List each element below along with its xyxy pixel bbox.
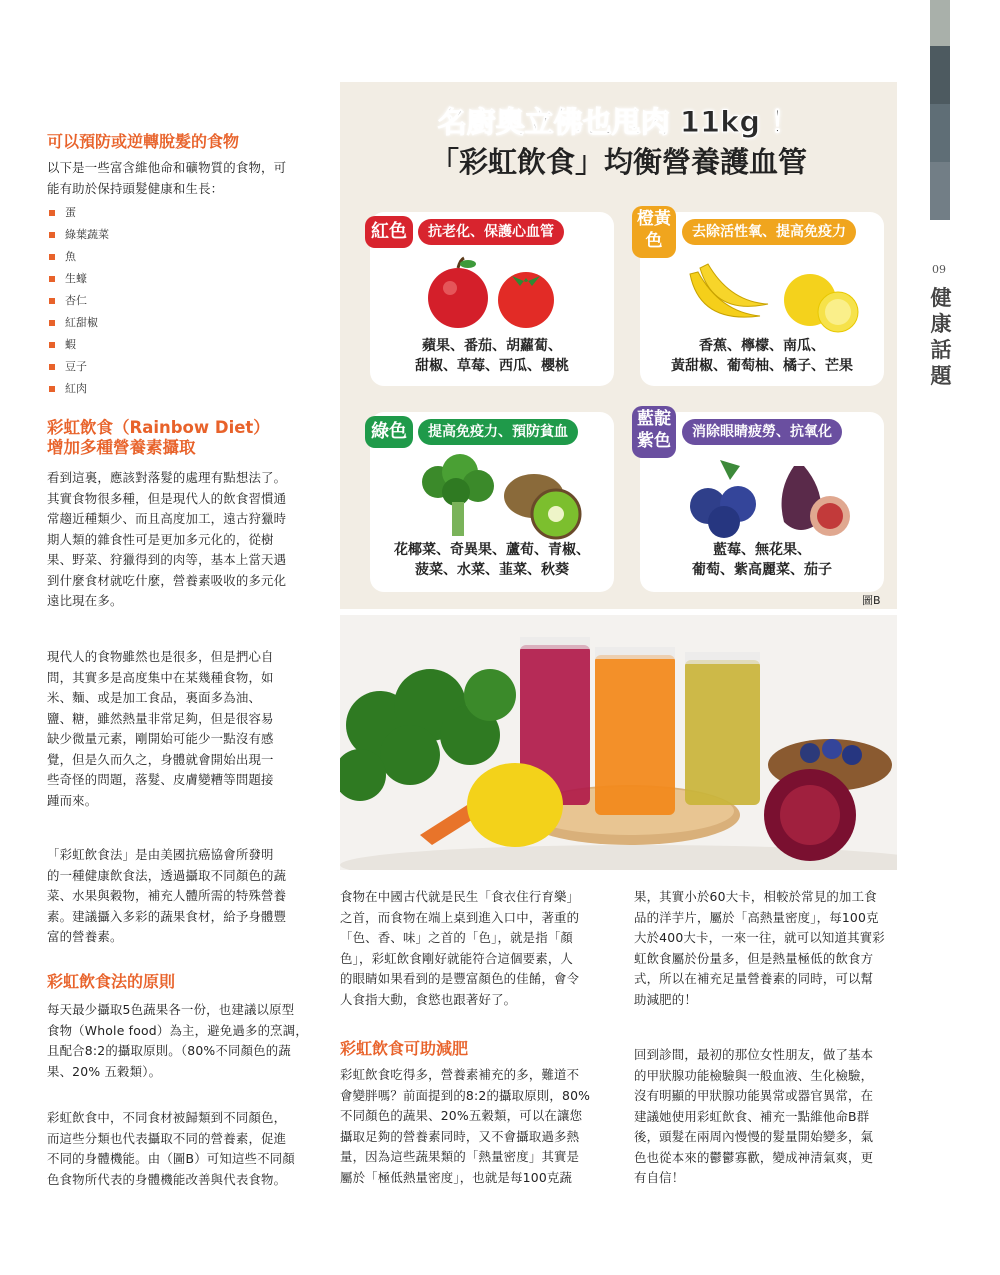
food-line: 香蕉、檸檬、南瓜、 <box>699 338 825 354</box>
yellow-foods <box>640 336 884 376</box>
list-item: 紅甜椒 <box>47 312 297 334</box>
section-title-char: 題 <box>930 363 952 388</box>
list-item: 杏仁 <box>47 290 297 312</box>
list-item: 綠葉蔬菜 <box>47 224 297 246</box>
text-line: 後，頭髮在兩周內慢慢的髮量開始變多，氣 <box>634 1129 874 1144</box>
text-line: 色」，彩虹飲食剛好就能符合這個要素，人 <box>340 950 574 966</box>
food-line: 藍莓、無花果、 <box>713 542 811 558</box>
text-line: 食物（Whole food）為主，避免過多的烹調， <box>47 1022 308 1038</box>
text-line: 缺少微量元素，剛開始可能少一點沒有感 <box>47 731 274 746</box>
bullet-square-icon <box>49 254 55 260</box>
food-line: 蘋果、番茄、胡蘿蔔、 <box>422 338 562 354</box>
rainbow-diet-infographic <box>340 82 897 609</box>
text-line: 彩虹飲食中，不同食材被歸類到不同顏色， <box>47 1110 287 1125</box>
food-line: 黃甜椒、葡萄柚、橘子、芒果 <box>671 358 853 374</box>
text-line: 且配合8:2的攝取原則。（80%不同顏色的蔬 <box>47 1043 291 1058</box>
text-line: 而這些分類也代表攝取不同的營養素，促進 <box>47 1130 287 1146</box>
bullet-square-icon <box>49 276 55 282</box>
text-line: 問，其實多是高度集中在某幾種食物，如 <box>47 669 274 685</box>
text-line: 色食物所代表的身體機能改善與代表食物。 <box>47 1171 287 1187</box>
bullet-square-icon <box>49 298 55 304</box>
text-line: 建議她使用彩虹飲食、補充一點維他命B群 <box>634 1108 870 1124</box>
text-line: 每天最少攝取5色蔬果各一份，也建議以原型 <box>47 1002 295 1017</box>
text-line: 不同的身體機能。由（圖B）可知這些不同顏 <box>47 1151 295 1166</box>
text-line: 助減肥的！ <box>634 991 697 1007</box>
text-line: 的一種健康飲食法，透過攝取不同顏色的蔬 <box>47 867 287 883</box>
green-tag: 綠色 <box>365 416 413 448</box>
right-paragraph-2 <box>634 1045 909 1189</box>
bullet-square-icon <box>49 320 55 326</box>
middle-paragraph-1 <box>340 887 615 1010</box>
section-title <box>930 285 952 389</box>
purple-foods <box>640 540 884 580</box>
middle-paragraph-2 <box>340 1065 615 1188</box>
juice-photo-illustration <box>340 615 897 870</box>
page-number: 09 <box>932 263 946 276</box>
text-line: 遠比現在多。 <box>47 593 123 608</box>
paragraph-1 <box>47 468 322 612</box>
text-line: 屬於「極低熱量密度」，也就是每100克蔬 <box>340 1169 573 1185</box>
text-line: 能有助於保持頭髮健康和生長： <box>47 180 224 196</box>
text-line: 鹽、糖，雖然熱量非常足夠，但是很容易 <box>47 710 274 726</box>
text-line: 的眼睛如果看到的是豐富顏色的佳餚，會令 <box>340 971 580 986</box>
list-item: 蝦 <box>47 334 297 356</box>
text-line: 量，因為這些蔬果類的「熱量密度」其實是 <box>340 1149 580 1164</box>
bullet-square-icon <box>49 232 55 238</box>
text-line: 到什麼食材就吃什麼，營養素吸收的多元化 <box>47 572 287 588</box>
yellow-benefit: 去除活性氧、提高免疫力 <box>682 219 856 245</box>
text-line: 攝取足夠的營養素同時，又不會攝取過多熱 <box>340 1128 580 1144</box>
red-benefit: 抗老化、保護心血管 <box>418 219 564 245</box>
section-title-char: 健 <box>930 285 952 310</box>
apple-tomato-icon <box>420 254 560 334</box>
text-line: 品的洋芋片，屬於「高熱量密度」，每100克 <box>634 909 879 925</box>
paragraph-2 <box>47 647 322 811</box>
food-bullet-list <box>47 202 297 400</box>
paragraph-3 <box>47 845 322 948</box>
paragraph-5 <box>47 1108 322 1190</box>
green-foods <box>370 540 614 580</box>
text-line: 回到診間，最初的那位女性朋友，做了基本 <box>634 1047 874 1062</box>
text-line: 米、麵、或是加工食品，裏面多為油、 <box>47 690 262 705</box>
text-line: 覺，但是久而久之，身體就會開始出現一 <box>47 751 274 767</box>
yellow-tag: 橙黃 色 <box>632 206 676 258</box>
list-item: 生蠔 <box>47 268 297 290</box>
text-line: 其實食物很多種，但是現代人的飲食習慣通 <box>47 490 287 506</box>
text-line: 之首，而食物在端上桌到進入口中，著重的 <box>340 909 580 925</box>
food-line: 菠菜、水菜、韮菜、秋葵 <box>415 562 569 578</box>
text-line: 沒有明顯的甲狀腺功能異常或器官異常，在 <box>634 1088 874 1103</box>
infographic-title-1: 名廚奧立佛也甩肉 11kg ！ <box>437 105 800 139</box>
red-tag: 紅色 <box>365 216 413 248</box>
text-line: 「彩虹飲食法」是由美國抗癌協會所發明 <box>47 847 274 862</box>
text-line: 常趨近種類少、而且高度加工，遠古狩獵時 <box>47 511 287 526</box>
infographic-title-2: 「彩虹飲食」均衡營養護血管 <box>429 145 807 179</box>
text-line: 菜、水果與穀物，補充人體所需的特殊營養 <box>47 888 287 903</box>
food-line: 甜椒、草莓、西瓜、櫻桃 <box>415 358 569 374</box>
list-item: 魚 <box>47 246 297 268</box>
bullet-square-icon <box>49 364 55 370</box>
text-line: 不同顏色的蔬果、20%五穀類，可以在讓您 <box>340 1108 583 1123</box>
text-line: 以下是一些富含維他命和礦物質的食物，可 <box>47 160 287 175</box>
bullet-square-icon <box>49 386 55 392</box>
text-line: 有自信！ <box>634 1170 685 1185</box>
heading-line: 彩虹飲食（Rainbow Diet） <box>47 418 270 437</box>
heading-weight-loss: 彩虹飲食可助減肥 <box>340 1039 469 1058</box>
text-line: 式，所以在補充足量營養素的同時，可以幫 <box>634 971 874 986</box>
text-line: 「色、香、味」之首的「色」，就是指「顏 <box>340 930 574 945</box>
text-line: 看到這裏，應該對落髮的處理有點想法了。 <box>47 470 287 485</box>
text-line: 果、野菜、狩獵得到的肉等，基本上當天遇 <box>47 552 287 567</box>
text-line: 食物在中國古代就是民生「食衣住行育樂」 <box>340 889 580 904</box>
juice-photo <box>340 615 897 870</box>
purple-tag: 藍靛 紫色 <box>632 406 676 458</box>
text-line: 會變胖嗎？前面提到的8:2的攝取原則，80% <box>340 1087 591 1103</box>
section-title-char: 康 <box>930 311 952 336</box>
paragraph-4 <box>47 1000 322 1082</box>
heading-line: 增加多種營養素攝取 <box>47 438 196 457</box>
text-line: 的甲狀腺功能檢驗與一般血液、生化檢驗， <box>634 1067 874 1083</box>
figure-label: 圖B <box>862 594 881 607</box>
text-line: 果，其實小於60大卡，相較於常見的加工食 <box>634 889 877 904</box>
blueberry-fig-icon <box>680 452 860 542</box>
heading-principles: 彩虹飲食法的原則 <box>47 972 176 991</box>
heading-hair-foods: 可以預防或逆轉脫髮的食物 <box>47 132 240 151</box>
text-line: 踵而來。 <box>47 792 98 808</box>
bullet-square-icon <box>49 210 55 216</box>
green-benefit: 提高免疫力、預防貧血 <box>418 419 578 445</box>
heading-rainbow-diet <box>47 418 270 458</box>
section-title-char: 話 <box>930 337 952 362</box>
text-line: 大於400大卡，一來一往，就可以知道其實彩 <box>634 930 885 945</box>
list-item: 蛋 <box>47 202 297 224</box>
red-foods <box>370 336 614 376</box>
text-line: 富的營養素。 <box>47 929 123 944</box>
list-item: 豆子 <box>47 356 297 378</box>
text-line: 人食指大動，食慾也跟著好了。 <box>340 991 517 1007</box>
text-line: 素。建議攝入多彩的蔬果食材，給予身體豐 <box>47 908 287 924</box>
text-line: 虹飲食屬於份量多，但是熱量極低的飲食方 <box>634 950 874 966</box>
intro-paragraph <box>47 158 317 199</box>
list-item: 紅肉 <box>47 378 297 400</box>
text-line: 色也從本來的鬱鬱寡歡，變成神清氣爽，更 <box>634 1149 874 1165</box>
food-line: 葡萄、紫高麗菜、茄子 <box>692 562 832 578</box>
text-line: 現代人的食物雖然也是很多，但是捫心自 <box>47 649 274 664</box>
bullet-square-icon <box>49 342 55 348</box>
section-tab-strip <box>930 0 950 1275</box>
right-paragraph-1 <box>634 887 909 1010</box>
text-line: 果、20% 五穀類）。 <box>47 1063 162 1079</box>
broccoli-kiwi-icon <box>416 452 586 542</box>
text-line: 期人類的雜食性可是更加多元化的，從樹 <box>47 531 274 547</box>
text-line: 彩虹飲食吃得多，營養素補充的多，難道不 <box>340 1067 580 1082</box>
purple-benefit: 消除眼睛疲勞、抗氧化 <box>682 419 842 445</box>
text-line: 些奇怪的問題，落髮、皮膚變糟等問題接 <box>47 772 274 787</box>
banana-lemon-icon <box>680 254 860 336</box>
food-line: 花椰菜、奇異果、蘆荀、青椒、 <box>394 542 590 558</box>
